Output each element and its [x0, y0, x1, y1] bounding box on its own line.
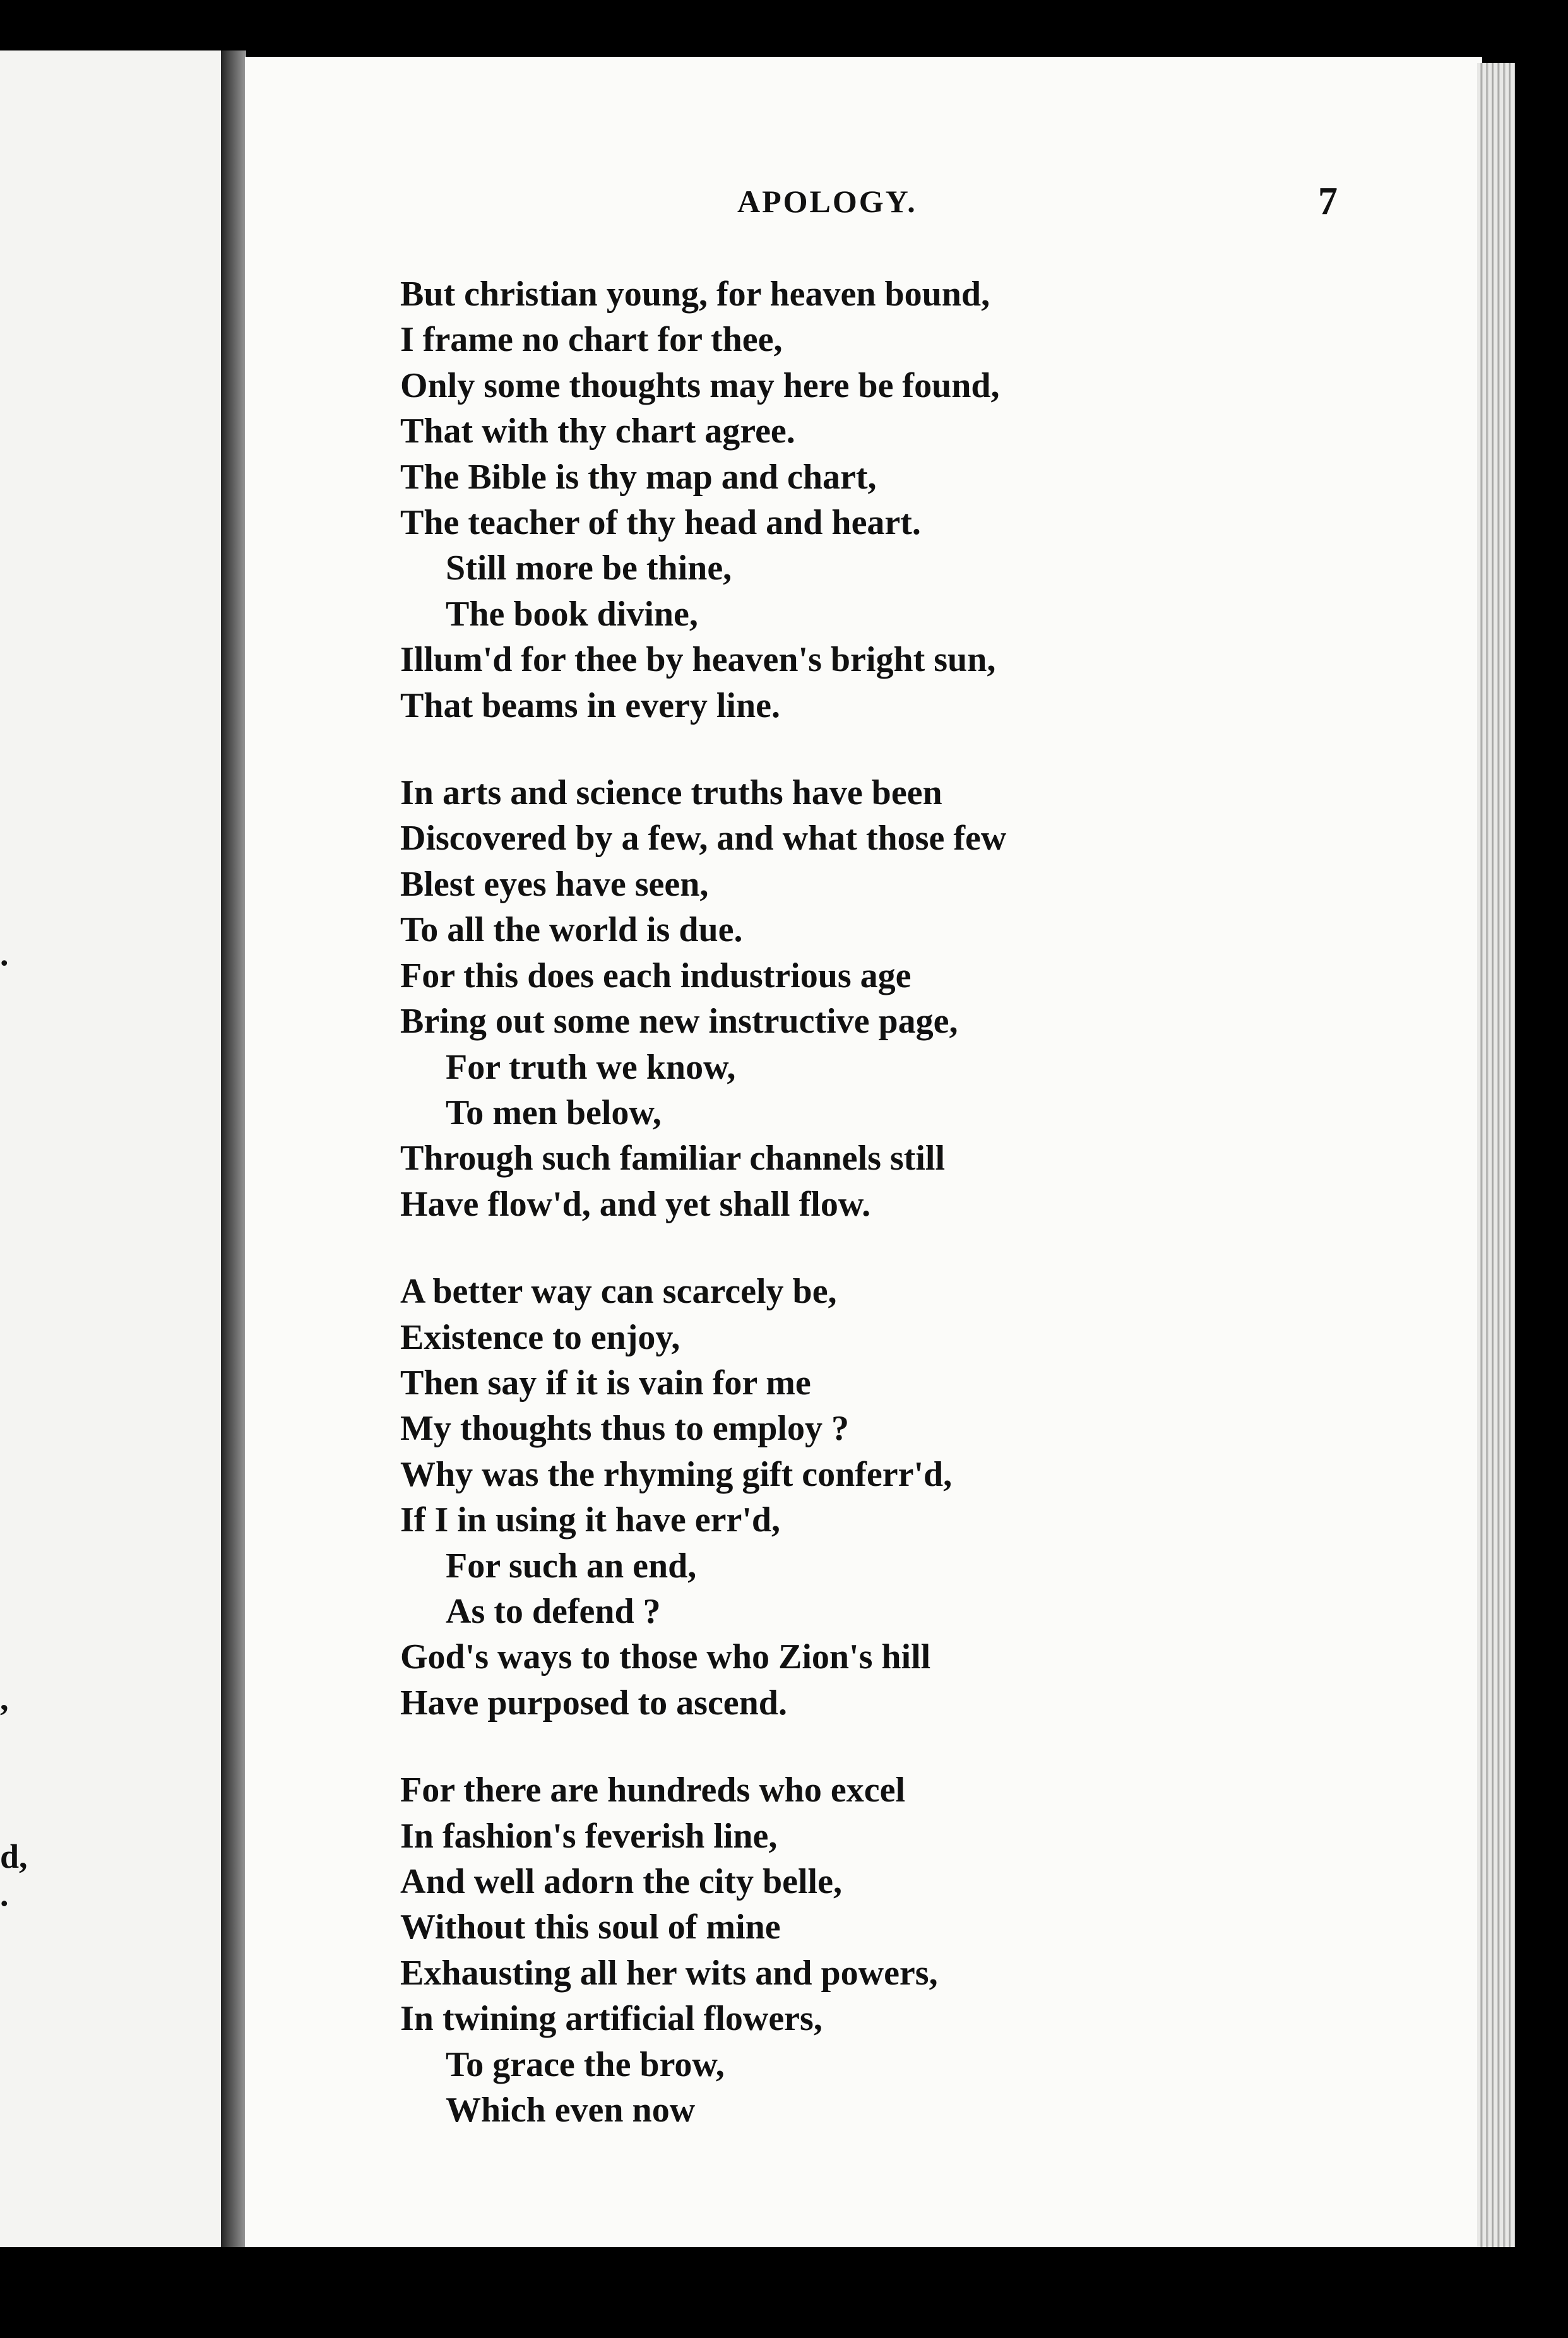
- poem-line: Why was the rhyming gift conferr'd,: [400, 1454, 953, 1494]
- poem-line: Have purposed to ascend.: [400, 1683, 787, 1723]
- book-page: [245, 57, 1482, 2247]
- poem-body: [400, 271, 1473, 2175]
- book-gutter: [221, 50, 246, 2247]
- poem-line: For this does each industrious age: [400, 956, 912, 995]
- poem-line: To men below,: [446, 1093, 662, 1132]
- poem-line: In fashion's feverish line,: [400, 1816, 778, 1856]
- poem-line: Existence to enjoy,: [400, 1317, 680, 1357]
- poem-line: Which even now: [446, 2091, 696, 2130]
- poem-line: If I in using it have err'd,: [400, 1500, 781, 1540]
- poem-line: My thoughts thus to employ ?: [400, 1409, 849, 1449]
- poem-line: A better way can scarcely be,: [400, 1272, 837, 1312]
- poem-line: Then say if it is vain for me: [400, 1363, 811, 1403]
- poem-line: The teacher of thy head and heart.: [400, 503, 921, 543]
- poem-line: To grace the brow,: [446, 2044, 725, 2084]
- page-header: [245, 180, 1482, 234]
- poem-line: Through such familiar channels still: [400, 1139, 945, 1178]
- poem-line: I frame no chart for thee,: [400, 320, 783, 360]
- poem-line: Discovered by a few, and what those few: [400, 819, 1007, 858]
- poem-line: Blest eyes have seen,: [400, 864, 709, 904]
- poem-line: Without this soul of mine: [400, 1908, 781, 1947]
- poem-line: The Bible is thy map and chart,: [400, 457, 877, 497]
- facing-page-fragment: .: [0, 935, 9, 973]
- poem-line: That with thy chart agree.: [400, 412, 795, 451]
- facing-page-fragment: ,: [0, 1680, 9, 1718]
- poem-line: For there are hundreds who excel: [400, 1771, 906, 1810]
- page-edges: [1477, 63, 1515, 2247]
- running-head: APOLOGY.: [737, 184, 917, 219]
- poem-line: Exhausting all her wits and powers,: [400, 1953, 938, 1993]
- poem-line: Only some thoughts may here be found,: [400, 365, 1000, 405]
- poem-line: But christian young, for heaven bound,: [400, 275, 990, 314]
- poem-line: In arts and science truths have been: [400, 773, 942, 813]
- poem-line: Illum'd for thee by heaven's bright sun,: [400, 640, 996, 680]
- page-number: 7: [1318, 180, 1338, 223]
- poem-line: The book divine,: [446, 594, 698, 634]
- stanza: [400, 271, 1473, 728]
- poem-line: In twining artificial flowers,: [400, 1999, 823, 2039]
- poem-line: And well adorn the city belle,: [400, 1862, 842, 1901]
- facing-page-fragment: .: [0, 1875, 9, 1913]
- poem-line: To all the world is due.: [400, 910, 743, 950]
- poem-line: God's ways to those who Zion's hill: [400, 1637, 931, 1677]
- poem-line: Still more be thine,: [446, 549, 732, 588]
- poem-line: Have flow'd, and yet shall flow.: [400, 1184, 871, 1224]
- poem-line: Bring out some new instructive page,: [400, 1002, 958, 1041]
- poem-line: That beams in every line.: [400, 685, 780, 725]
- stanza: [400, 770, 1473, 1227]
- poem-line: For truth we know,: [446, 1047, 736, 1087]
- poem-line: As to defend ?: [446, 1591, 661, 1631]
- facing-page-fragment: d,: [0, 1837, 28, 1875]
- stanza: [400, 1269, 1473, 1726]
- facing-page: [0, 50, 221, 2247]
- poem-line: For such an end,: [446, 1546, 697, 1586]
- stanza: [400, 1767, 1473, 2133]
